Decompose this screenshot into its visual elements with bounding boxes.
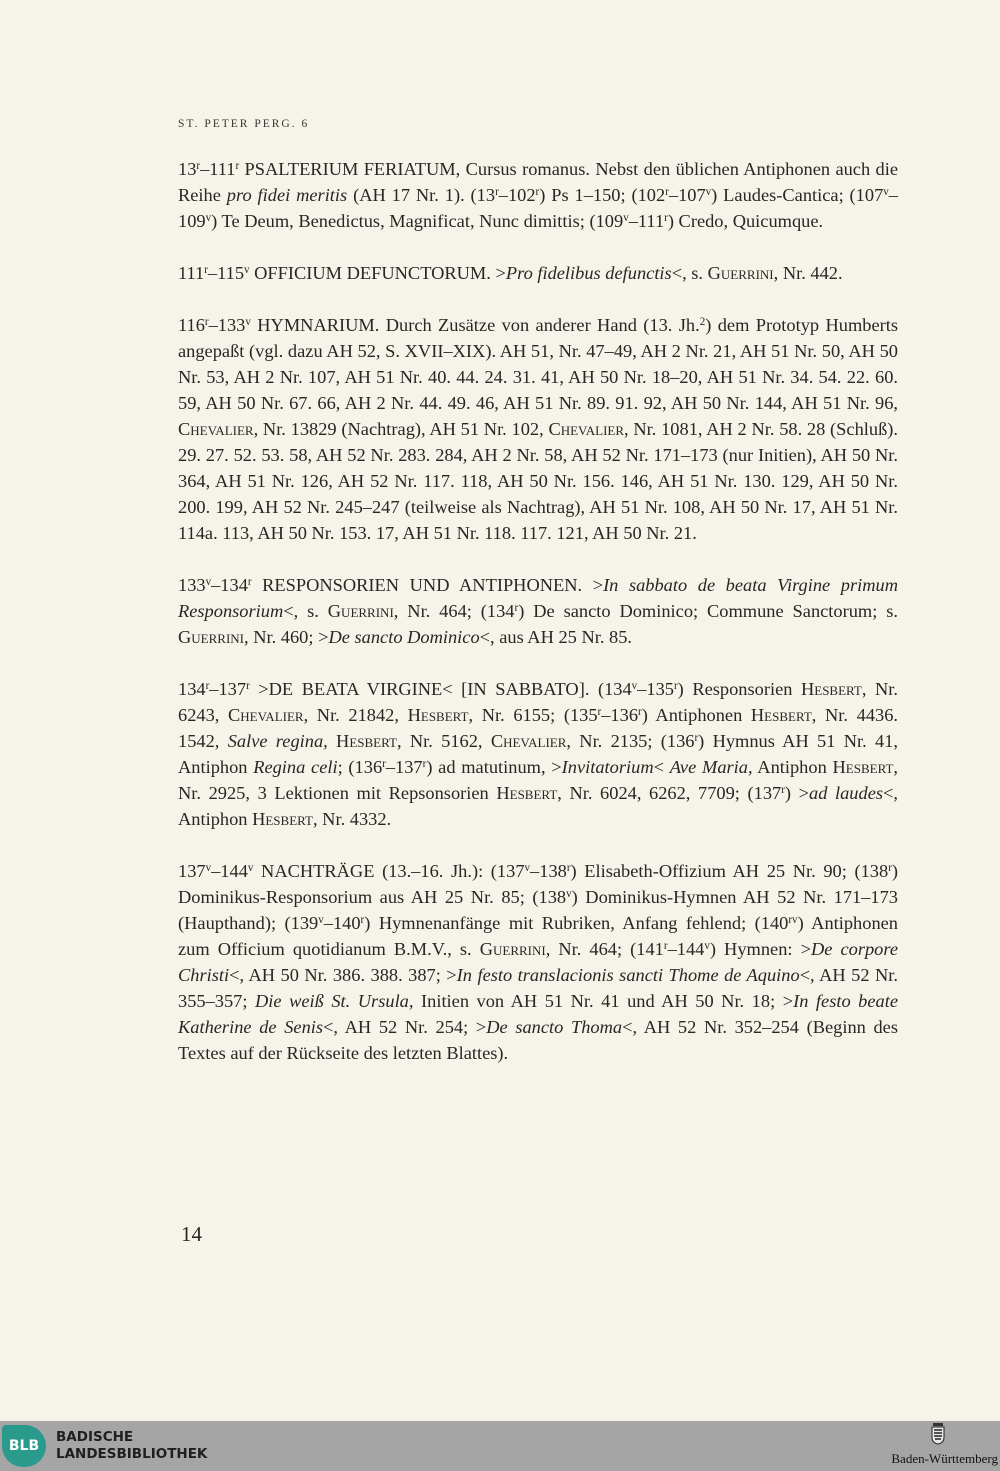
- folio-side: v: [524, 861, 531, 874]
- text-run: 13: [178, 159, 197, 179]
- folio-side: v: [245, 315, 251, 328]
- text-run: , Nr. 13829 (Nachtrag), AH 51 Nr. 102,: [253, 419, 549, 439]
- folio-side: v: [631, 679, 638, 692]
- folio-side: r: [638, 705, 642, 718]
- catalog-body: [178, 156, 898, 1092]
- text-run: ) Antiphonen zum Officium quotidianum B.M.V., s.: [178, 913, 898, 959]
- text-run: <, aus AH 25 Nr. 85.: [479, 627, 633, 647]
- folio-side: r: [196, 159, 201, 172]
- text-run: ) >: [784, 783, 810, 803]
- text-run: –134: [211, 575, 248, 595]
- text-run: –102: [498, 185, 536, 205]
- folio-side: r: [235, 159, 240, 172]
- text-run: ) Responsorien: [677, 679, 801, 699]
- text-run: ) ad matutinum, >: [426, 757, 562, 777]
- author-name: Chevalier: [228, 705, 304, 725]
- folio-side: r: [495, 185, 499, 198]
- text-run: RESPONSORIEN UND ANTIPHONEN. >: [251, 575, 604, 595]
- text-run: ) Hymnen: >: [709, 939, 811, 959]
- entry-responsorien: [178, 572, 898, 650]
- folio-side: r: [597, 705, 602, 718]
- folio-side: r: [205, 679, 210, 692]
- text-run: –111: [628, 211, 665, 231]
- text-run: (AH 17 Nr. 1). (13: [347, 185, 496, 205]
- text-run: ) Antiphonen: [641, 705, 751, 725]
- author-name: Chevalier: [178, 419, 254, 439]
- library-name[interactable]: [56, 1429, 207, 1463]
- running-head: ST. PETER PERG. 6: [178, 118, 310, 130]
- folio-side: v: [247, 861, 254, 874]
- author-name: Hesbert: [252, 809, 313, 829]
- text-run: <, s.: [671, 263, 708, 283]
- text-run: >DE BEATA VIRGINE< [IN SABBATO]. (134: [249, 679, 632, 699]
- text-run: ) Elisabeth-Offizium AH 25 Nr. 90; (138: [570, 861, 889, 881]
- folio-side: r: [665, 185, 669, 198]
- folio-side: v: [205, 211, 212, 224]
- text-run: , Nr. 4436. 1542,: [178, 705, 898, 751]
- folio-side: 2: [699, 315, 706, 328]
- text-run: , Nr. 6155; (135: [468, 705, 598, 725]
- text-run: <, Antiphon: [178, 783, 899, 829]
- folio-side: v: [566, 887, 572, 900]
- footer-bar: [0, 1421, 1000, 1471]
- text-run: –137: [385, 757, 423, 777]
- folio-side: r: [204, 315, 209, 328]
- text-run: , Nr. 6243,: [178, 679, 898, 725]
- blb-logo-text: BLB: [8, 1438, 40, 1454]
- entry-hymnarium: [178, 312, 898, 546]
- author-name: Hesbert: [750, 705, 812, 725]
- text-run: <, AH 50 Nr. 386. 388. 387; >: [229, 965, 457, 985]
- text-run: Initien von AH 51 Nr. 41 und AH 50 Nr. 18; >: [413, 991, 794, 1011]
- text-run: ) Credo, Quicumque.: [667, 211, 824, 231]
- text-run: , Nr. 442.: [773, 263, 843, 283]
- author-name: Guerrini: [178, 627, 244, 647]
- italic-title: De corpore Christi: [178, 939, 899, 985]
- coat-of-arms-icon: [930, 1423, 946, 1445]
- text-run: , Nr. 21842,: [303, 705, 408, 725]
- folio-side: v: [623, 211, 629, 224]
- text-run: ) Te Deum, Benedictus, Magnificat, Nunc dimittis; (109: [211, 211, 624, 231]
- folio-side: v: [704, 939, 710, 952]
- text-run: ) Dominikus-Responsorium aus AH 25 Nr. 85; (138: [178, 861, 898, 907]
- text-run: ) Hymnenanfänge mit Rubriken, Anfang fehlend; (140: [364, 913, 789, 933]
- entry-officium-defunctorum: [178, 260, 898, 286]
- folio-side: r: [382, 757, 386, 770]
- italic-title: Die weiß St. Ursula,: [255, 991, 414, 1011]
- folio-side: r: [663, 939, 668, 952]
- text-run: 133: [178, 575, 206, 595]
- author-name: Hesbert: [407, 705, 469, 725]
- folio-side: r: [422, 757, 427, 770]
- text-run: 137: [178, 861, 206, 881]
- entry-nachtraege: [178, 858, 898, 1066]
- italic-title: Ave Maria,: [669, 757, 753, 777]
- folio-side: v: [205, 575, 212, 588]
- text-run: 116: [178, 315, 205, 335]
- folio-side: r: [360, 913, 365, 926]
- text-run: , Nr. 2925, 3 Lektionen mit Repsonsorien: [178, 757, 899, 803]
- author-name: Guerrini: [327, 601, 394, 621]
- author-name: Hesbert: [800, 679, 862, 699]
- folio-side: r: [781, 783, 785, 796]
- text-run: , Nr. 1081, AH 2 Nr. 58. 28 (Schluß). 29. 27. 52. 53. 58, AH 52 Nr. 283. 284, AH 2 Nr. 58, AH 52 Nr. 171–173 (nur Initien), AH 50 Nr. 364, AH 51 Nr. 126, AH 52 Nr. 117. 118, AH 50 Nr. 156. 146, AH 51 Nr. 130. 129, AH 50 Nr. 200. 199, AH 52 Nr. 245–247 (teilweise als Nachtrag), AH 51 Nr. 108, AH 50 Nr. 17, AH 51 Nr. 114a. 113, AH 50 Nr. 153. 17, AH 51 Nr. 118. 117. 121, AH 50 Nr. 21.: [178, 419, 898, 543]
- folio-side: r: [535, 185, 540, 198]
- author-name: Guerrini: [479, 939, 546, 959]
- folio-side: v: [705, 185, 712, 198]
- folio-side: r: [247, 575, 252, 588]
- text-run: <: [653, 757, 670, 777]
- text-run: , Nr. 2135; (136: [566, 731, 695, 751]
- text-run: –137: [209, 679, 247, 699]
- italic-title: Salve regina,: [227, 731, 328, 751]
- text-run: ; (136: [337, 757, 383, 777]
- folio-side: r: [664, 211, 668, 224]
- text-run: <, AH 52 Nr. 355–357;: [178, 965, 898, 1011]
- italic-title: ad laudes: [809, 783, 884, 803]
- library-name-line1: BADISCHE: [56, 1429, 134, 1445]
- text-run: ) De sancto Dominico; Commune Sanctorum; s.: [518, 601, 899, 621]
- italic-title: Regina celi: [253, 757, 338, 777]
- text-run: –140: [323, 913, 361, 933]
- text-run: Antiphon: [752, 757, 833, 777]
- text-run: 134: [178, 679, 206, 699]
- text-run: OFFICIUM DEFUNCTORUM. >: [249, 263, 506, 283]
- italic-title: De sancto Thoma: [486, 1017, 623, 1037]
- text-run: –144: [667, 939, 705, 959]
- author-name: Chevalier: [548, 419, 625, 439]
- text-run: –144: [211, 861, 248, 881]
- text-run: ) dem Prototyp Humberts angepaßt (vgl. dazu AH 52, S. XVII–XIX). AH 51, Nr. 47–49, AH 2 Nr. 21, AH 51 Nr. 50, AH 50 Nr. 53, AH 2 Nr. 107, AH 51 Nr. 40. 44. 24. 31. 41, AH 50 Nr. 18–20, AH 51 Nr. 34. 54. 22. 60. 59, AH 50 Nr. 67. 66, AH 2 Nr. 44. 49. 46, AH 51 Nr. 89. 91. 92, AH 50 Nr. 144, AH 51 Nr. 96,: [178, 315, 898, 413]
- folio-side: rv: [788, 913, 798, 926]
- italic-title: In festo beate Katherine de Senis: [178, 991, 899, 1037]
- text-run: 111: [178, 263, 205, 283]
- author-name: Hesbert: [336, 731, 397, 751]
- state-name[interactable]: Baden-Württemberg: [891, 1451, 998, 1466]
- text-run: –133: [208, 315, 246, 335]
- italic-title: Pro fidelibus defunctis: [505, 263, 672, 283]
- blb-logo[interactable]: [2, 1425, 46, 1467]
- text-run: , Nr. 4332.: [312, 809, 392, 829]
- folio-side: r: [246, 679, 250, 692]
- text-run: ) Dominikus-Hymnen AH 52 Nr. 171–173 (Haupthand); (139: [178, 887, 898, 933]
- author-name: Guerrini: [707, 263, 774, 283]
- author-name: Hesbert: [832, 757, 894, 777]
- italic-title: pro fidei meritis: [226, 185, 348, 205]
- text-run: , Nr. 460; >: [244, 627, 329, 647]
- folio-side: r: [514, 601, 519, 614]
- entry-de-beata-virgine: [178, 676, 898, 832]
- text-run: –109: [178, 185, 898, 231]
- text-run: <, AH 52 Nr. 352–254 (Beginn des Textes auf der Rückseite des letzten Blattes).: [178, 1017, 898, 1063]
- text-run: PSALTERIUM FERIATUM, Cursus romanus. Nebst den üblichen Antiphonen auch die Reihe: [178, 159, 898, 205]
- text-run: ) Ps 1–150; (102: [539, 185, 666, 205]
- text-run: , Nr. 464; (141: [545, 939, 664, 959]
- folio-side: r: [694, 731, 699, 744]
- italic-title: In sabbato de beata Virgine primum Responsorium: [178, 575, 898, 621]
- text-run: , Nr. 6024, 6262, 7709; (137: [557, 783, 782, 803]
- text-run: –136: [601, 705, 639, 725]
- text-run: , Nr. 5162,: [396, 731, 491, 751]
- text-run: –138: [530, 861, 567, 881]
- text-run: –135: [637, 679, 674, 699]
- text-run: ) Laudes-Cantica; (107: [711, 185, 884, 205]
- text-run: HYMNARIUM. Durch Zusätze von anderer Hand (13. Jh.: [250, 315, 700, 335]
- folio-side: r: [673, 679, 678, 692]
- text-run: –111: [200, 159, 236, 179]
- folio-side: v: [244, 263, 250, 276]
- folio-side: v: [883, 185, 889, 198]
- folio-side: r: [204, 263, 208, 276]
- text-run: NACHTRÄGE (13.–16. Jh.): (137: [253, 861, 525, 881]
- text-run: <, AH 52 Nr. 254; >: [323, 1017, 487, 1037]
- italic-title: De sancto Dominico: [328, 627, 480, 647]
- text-run: <, s.: [283, 601, 328, 621]
- author-name: Chevalier: [490, 731, 567, 751]
- text-run: –115: [207, 263, 245, 283]
- folio-side: v: [318, 913, 324, 926]
- library-name-line2: LANDESBIBLIOTHEK: [56, 1446, 208, 1462]
- text-run: [328, 731, 336, 751]
- author-name: Hesbert: [496, 783, 558, 803]
- text-run: , Nr. 464; (134: [393, 601, 515, 621]
- text-run: –107: [668, 185, 706, 205]
- page-number: 14: [181, 1222, 202, 1246]
- folio-side: v: [205, 861, 212, 874]
- folio-side: r: [566, 861, 571, 874]
- italic-title: Invitatorium: [561, 757, 654, 777]
- italic-title: In festo translacionis sancti Thome de Aquino: [456, 965, 800, 985]
- folio-side: r: [888, 861, 892, 874]
- text-run: ) Hymnus AH 51 Nr. 41, Antiphon: [178, 731, 898, 777]
- entry-psalterium: [178, 156, 898, 234]
